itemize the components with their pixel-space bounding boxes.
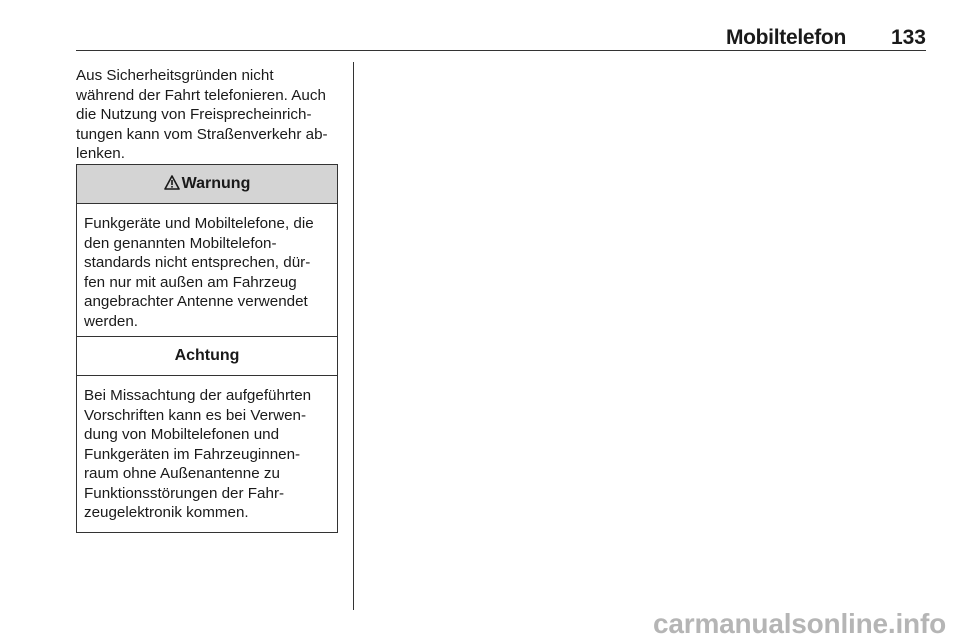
- section-title: Mobiltelefon: [725, 26, 846, 49]
- warning-box: [76, 164, 338, 341]
- warning-text: Funkgeräte und Mobiltelefone, die den genannten Mobiltelefon- standards nicht entsprechen, dür- fen nur mit außen am Fahrzeug angebrachter Antenne verwendet werden.: [84, 215, 314, 330]
- caution-title: Achtung: [174, 347, 240, 364]
- intro-paragraph: Aus Sicherheitsgründen nicht während der Fahrt telefonieren. Auch die Nutzung von Freisprecheinrich- tungen kann vom Straßenverkehr ab- lenken.: [76, 67, 328, 162]
- caution-box: [76, 336, 338, 533]
- page-number: 133: [890, 26, 926, 49]
- warning-title: Warnung: [181, 175, 251, 192]
- caution-text: Bei Missachtung der aufgeführten Vorschriften kann es bei Verwen- dung von Mobiltelefonen und Funkgeräten im Fahrzeuginnen- raum ohne Außenantenne zu Funktionsstörungen der Fahr- zeugelektronik kommen.: [84, 387, 312, 521]
- watermark-text: carmanualsonline.info: [653, 608, 946, 639]
- warning-triangle-icon: [164, 175, 180, 190]
- warning-header: [77, 165, 337, 204]
- caution-header: [77, 337, 337, 376]
- column-divider: [353, 62, 354, 610]
- page-header: [76, 22, 926, 51]
